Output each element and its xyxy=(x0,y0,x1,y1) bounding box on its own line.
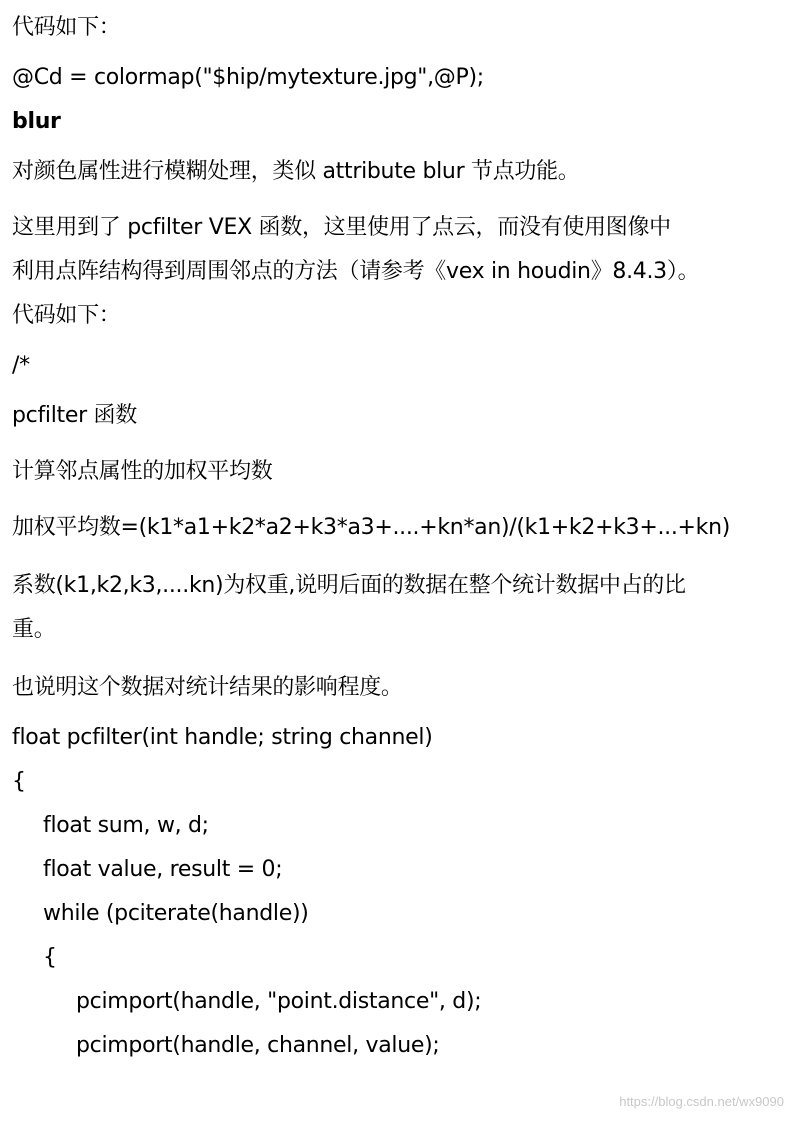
code-line: pcfilter 函数 xyxy=(12,403,137,428)
code-line: 重。 xyxy=(12,617,56,642)
code-line: /* xyxy=(12,353,30,378)
text-line: 对颜色属性进行模糊处理，类似 attribute blur 节点功能。 xyxy=(12,159,580,184)
code-line: 计算邻点属性的加权平均数 xyxy=(12,459,273,484)
code-line: { xyxy=(43,945,57,970)
text-line: 利用点阵结构得到周围邻点的方法（请参考《vex in houdin》8.4.3）。 xyxy=(12,259,700,284)
code-line: pcimport(handle, channel, value); xyxy=(76,1033,440,1058)
watermark: https://blog.csdn.net/wx9090 xyxy=(619,1094,784,1109)
text-line: 这里用到了 pcfilter VEX 函数，这里使用了点云，而没有使用图像中 xyxy=(12,215,671,240)
code-line: float pcfilter(int handle; string channel) xyxy=(12,725,433,750)
text-line: 代码如下： xyxy=(12,303,121,328)
section-heading: blur xyxy=(12,109,61,134)
code-line: 加权平均数=(k1*a1+k2*a2+k3*a3+....+kn*an)/(k1+k2+k3+...+kn) xyxy=(12,515,731,540)
code-line: pcimport(handle, "point.distance", d); xyxy=(76,989,482,1014)
code-line: float sum, w, d; xyxy=(43,813,209,838)
code-line: @Cd = colormap("$hip/mytexture.jpg",@P); xyxy=(12,65,484,90)
text-line: 代码如下： xyxy=(12,15,121,40)
code-line: 系数(k1,k2,k3,....kn)为权重,说明后面的数据在整个统计数据中占的比 xyxy=(12,573,686,598)
code-line: float value, result = 0; xyxy=(43,857,283,882)
code-line: { xyxy=(12,769,26,794)
code-line: while (pciterate(handle)) xyxy=(43,901,309,926)
code-line: 也说明这个数据对统计结果的影响程度。 xyxy=(12,675,403,700)
